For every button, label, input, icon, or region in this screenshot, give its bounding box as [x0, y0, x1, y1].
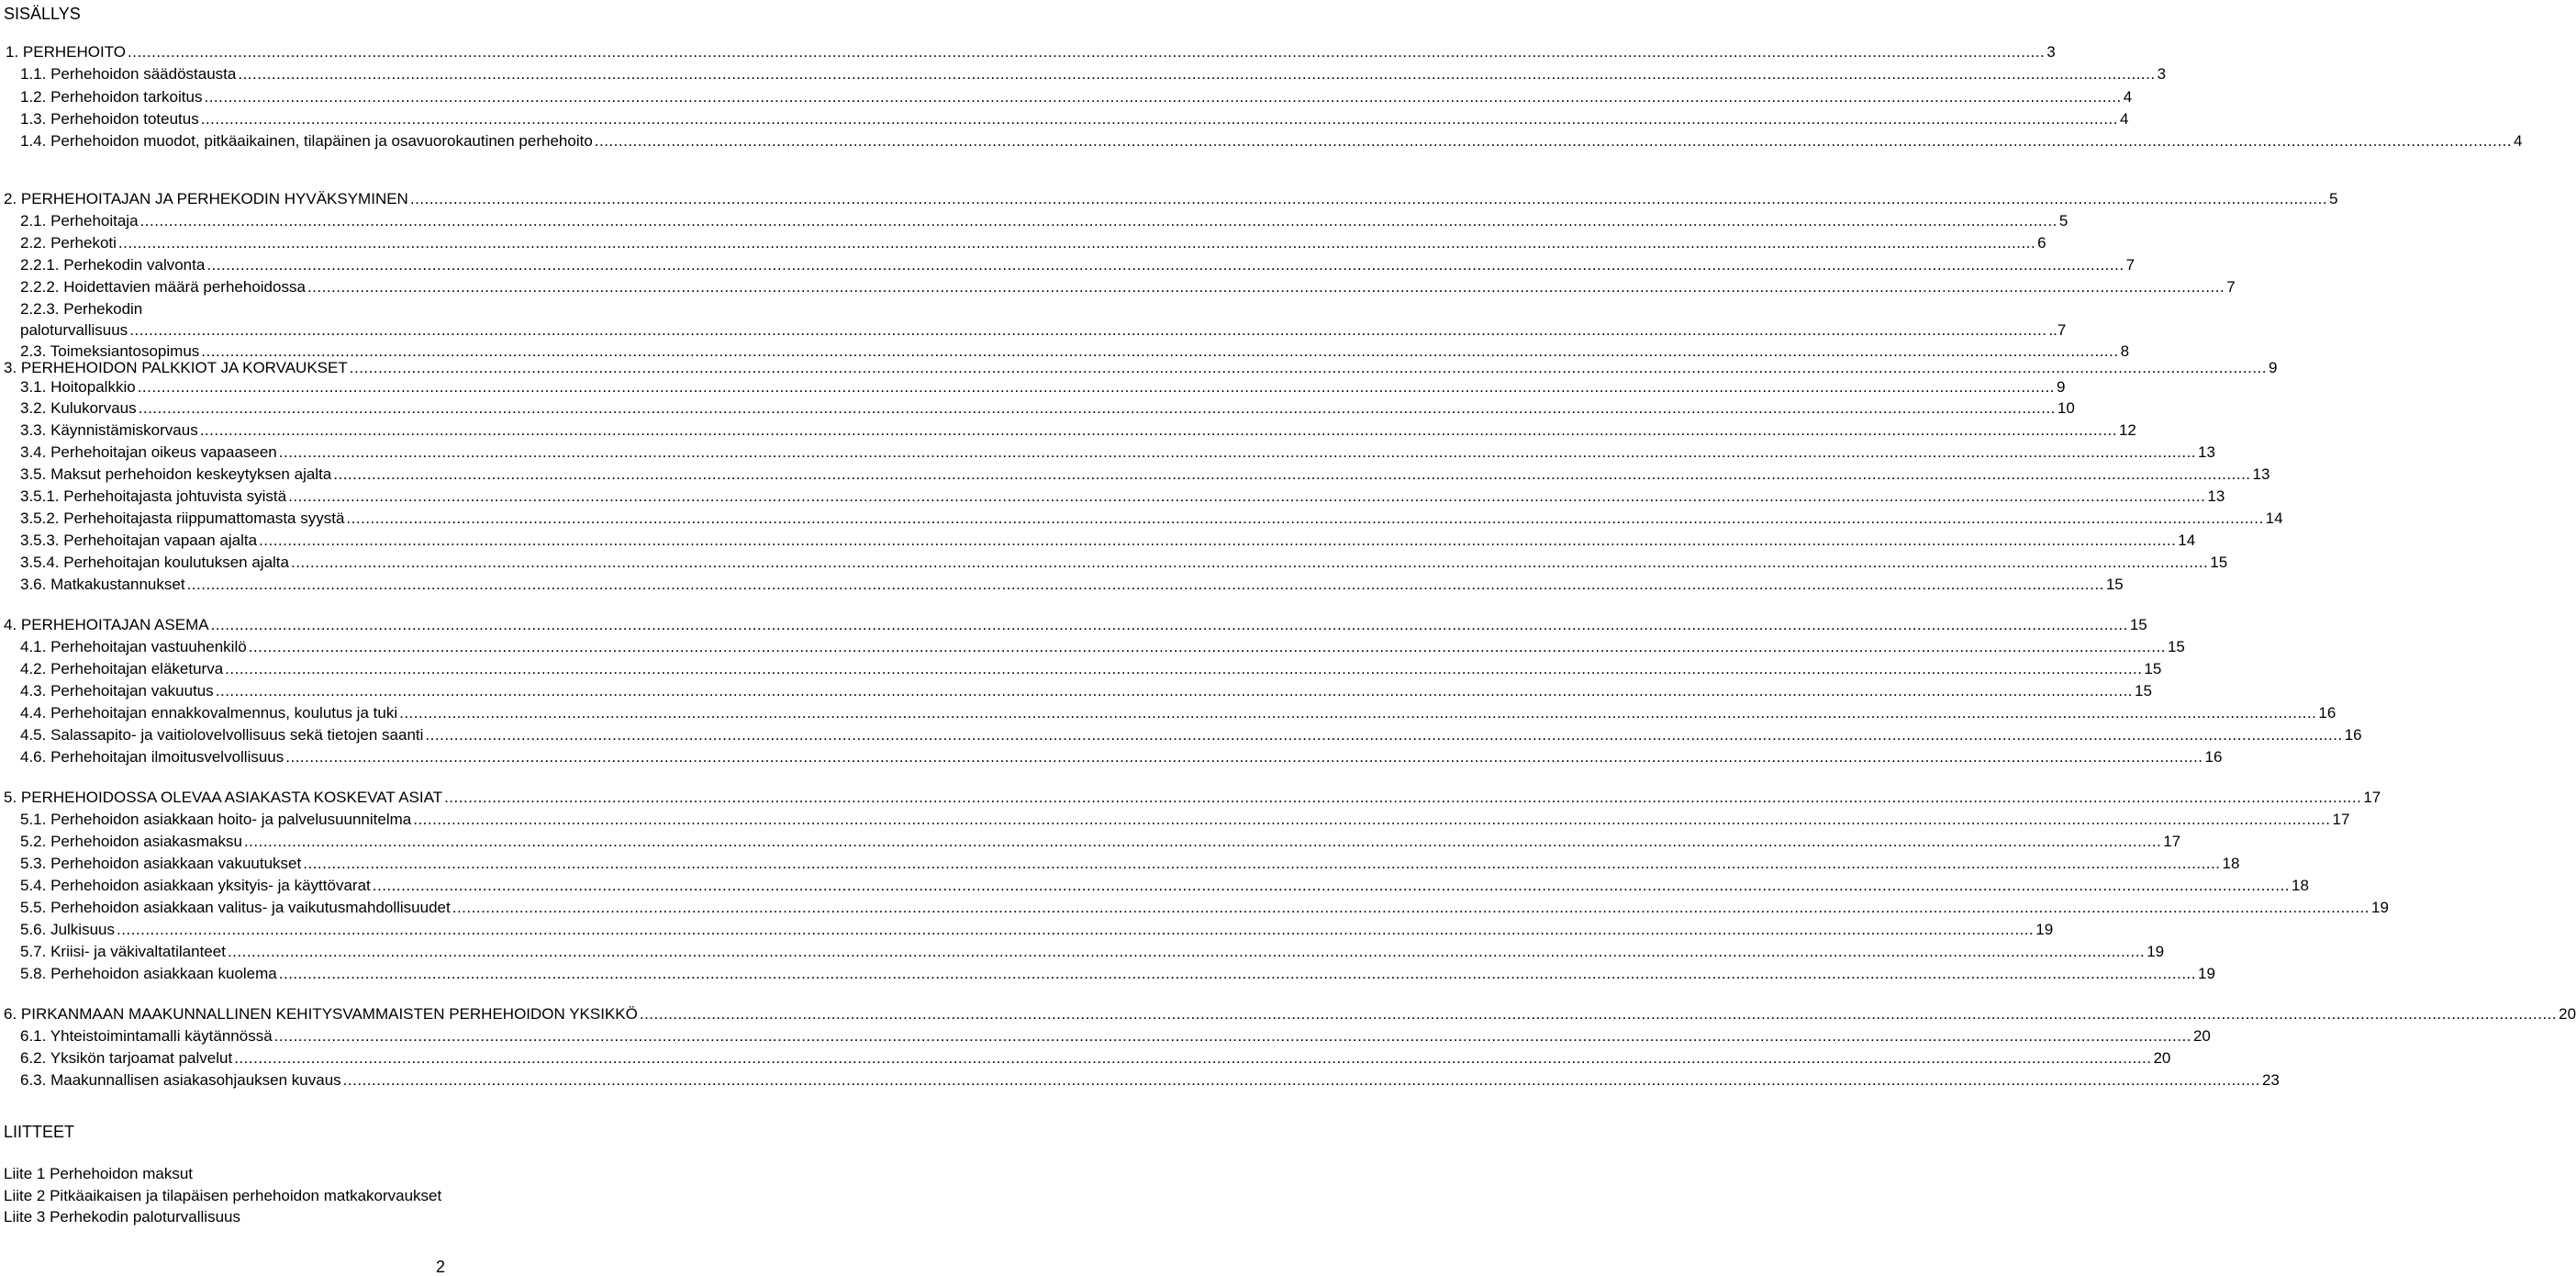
toc-entry[interactable]	[20, 64, 2167, 84]
toc-leader-dots: ................................................................................................................................................................................................................................................................................................................................................................................................................	[333, 465, 2251, 483]
toc-leader-dots: ................................................................................................................................................................................................................................................................................................................................................................................................................	[425, 726, 2343, 744]
page-number	[0, 1258, 881, 1276]
toc-entry[interactable]	[20, 509, 2283, 528]
toc-leader-dots: ................................................................................................................................................................................................................................................................................................................................................................................................................	[186, 576, 2104, 593]
toc-entry-label: 3.2. Kulukorvaus	[20, 399, 137, 417]
toc-entry[interactable]	[20, 637, 2185, 656]
toc-entry-label: 1.2. Perhehoidon tarkoitus	[20, 88, 203, 106]
toc-entry-label: 5.6. Julkisuus	[20, 921, 115, 938]
toc-entry[interactable]	[20, 211, 2069, 230]
toc-entry-page: 15	[2135, 682, 2152, 700]
toc-leader-dots: ................................................................................................................................................................................................................................................................................................................................................................................................................	[278, 965, 2197, 982]
toc-entry[interactable]	[20, 442, 2215, 462]
toc-entry[interactable]	[20, 810, 2350, 829]
toc-entry-page: 15	[2210, 554, 2228, 571]
toc-entry-page: 4	[2119, 110, 2129, 128]
toc-entry[interactable]	[20, 233, 2046, 252]
toc-entry-label: 3.5.4. Perhehoitajan koulutuksen ajalta	[20, 554, 289, 571]
toc-entry[interactable]	[20, 87, 2133, 106]
toc-leader-dots: ................................................................................................................................................................................................................................................................................................................................................................................................................	[201, 342, 2119, 360]
toc-leader-dots: ................................................................................................................................................................................................................................................................................................................................................................................................................	[444, 789, 2362, 806]
toc-entry-page: 13	[2252, 465, 2270, 483]
toc-entry-label: 3.1. Hoitopalkkio	[20, 378, 136, 396]
toc-entry[interactable]	[20, 398, 2075, 418]
toc-entry[interactable]	[20, 299, 142, 319]
toc-leader-dots: ................................................................................................................................................................................................................................................................................................................................................................................................................	[138, 399, 2056, 417]
toc-entry-page: 14	[2265, 509, 2283, 527]
toc-entry[interactable]	[20, 575, 2124, 594]
toc-entry[interactable]	[20, 109, 2129, 129]
toc-entry[interactable]	[20, 277, 2236, 297]
toc-entry-page: 18	[2292, 877, 2309, 894]
toc-leader-dots: ................................................................................................................................................................................................................................................................................................................................................................................................................	[137, 378, 2055, 396]
toc-entry-label: 3.5.2. Perhehoitajasta riippumattomasta syystä	[20, 509, 345, 527]
toc-entry-page: 17	[2363, 789, 2381, 806]
toc-entry-label: 6. PIRKANMAAN MAAKUNNALLINEN KEHITYSVAMMAISTEN PERHEHOIDON YKSIKKÖ	[4, 1005, 638, 1023]
toc-entry[interactable]	[20, 920, 2054, 939]
toc-entry[interactable]	[4, 358, 2278, 377]
toc-leader-dots: ................................................................................................................................................................................................................................................................................................................................................................................................................	[117, 921, 2035, 938]
toc-leader-dots: ................................................................................................................................................................................................................................................................................................................................................................................................................	[639, 1005, 2558, 1023]
appendix-item: Liite 2 Pitkäaikaisen ja tilapäisen perhehoidon matkakorvaukset	[4, 1187, 442, 1204]
toc-leader-dots: ................................................................................................................................................................................................................................................................................................................................................................................................................	[594, 132, 2513, 150]
toc-leader-dots: ................................................................................................................................................................................................................................................................................................................................................................................................................	[346, 509, 2264, 527]
toc-entry-label: 2.1. Perhehoitaja	[20, 212, 139, 229]
toc-entry-label: 4.4. Perhehoitajan ennakkovalmennus, koulutus ja tuki	[20, 704, 398, 722]
toc-entry[interactable]	[20, 898, 2389, 917]
toc-entry-page: 16	[2204, 748, 2223, 766]
toc-entry-page: 12	[2118, 421, 2136, 439]
toc-entry-page: 4	[2123, 88, 2133, 106]
toc-entry-page: 5	[2329, 190, 2338, 207]
toc-leader-dots: ................................................................................................................................................................................................................................................................................................................................................................................................................	[409, 190, 2328, 207]
toc-leader-dots: ................................................................................................................................................................................................................................................................................................................................................................................................................	[413, 811, 2331, 828]
toc-entry-page: 19	[2371, 899, 2389, 916]
toc-entry[interactable]	[4, 615, 2147, 634]
toc-entry-page: 17	[2163, 833, 2181, 850]
toc-entry-label: 1.4. Perhehoidon muodot, pitkäaikainen, tilapäinen ja osavuorokautinen perhehoito	[20, 132, 593, 150]
toc-entry-page: 3	[2157, 65, 2167, 83]
toc-entry-page: 15	[2167, 638, 2185, 655]
toc-entry-page: 19	[2198, 965, 2215, 982]
toc-leader-dots: ................................................................................................................................................................................................................................................................................................................................................................................................................	[199, 421, 2117, 439]
toc-leader-dots: ................................................................................................................................................................................................................................................................................................................................................................................................................	[129, 321, 2047, 339]
toc-leader-dots: ................................................................................................................................................................................................................................................................................................................................................................................................................	[225, 660, 2143, 677]
toc-entry-label: 2.2.2. Hoidettavien määrä perhehoidossa	[20, 278, 306, 296]
toc-leader-dots: ................................................................................................................................................................................................................................................................................................................................................................................................................	[204, 88, 2122, 106]
toc-entry-label: 4.2. Perhehoitajan eläketurva	[20, 660, 224, 677]
toc-entry-page: 20	[2559, 1005, 2576, 1023]
toc-entry[interactable]	[4, 189, 2338, 208]
toc-entry-label: paloturvallisuus	[20, 321, 128, 339]
toc-entry[interactable]	[20, 942, 2165, 961]
toc-entry[interactable]	[20, 854, 2240, 873]
toc-entry-label: 3.5.1. Perhehoitajasta johtuvista syistä	[20, 487, 287, 505]
toc-leader-dots: ................................................................................................................................................................................................................................................................................................................................................................................................................	[452, 899, 2370, 916]
toc-entry[interactable]	[20, 377, 2066, 397]
toc-leader-dots: ................................................................................................................................................................................................................................................................................................................................................................................................................	[307, 278, 2225, 296]
toc-entry-label: 2.3. Toimeksiantosopimus	[20, 342, 200, 360]
toc-entry-label: 4.1. Perhehoitajan vastuuhenkilö	[20, 638, 247, 655]
toc-entry-label: 4. PERHEHOITAJAN ASEMA	[4, 616, 209, 633]
toc-leader-dots: ................................................................................................................................................................................................................................................................................................................................................................................................................	[273, 1027, 2191, 1045]
toc-leader-dots: ................................................................................................................................................................................................................................................................................................................................................................................................................	[117, 234, 2036, 252]
toc-entry[interactable]	[20, 1026, 2211, 1046]
toc-leader-dots: ................................................................................................................................................................................................................................................................................................................................................................................................................	[227, 943, 2146, 960]
toc-entry-label: 4.3. Perhehoitajan vakuutus	[20, 682, 214, 700]
toc-entry-page: 4	[2514, 132, 2523, 150]
toc-leader-dots: ................................................................................................................................................................................................................................................................................................................................................................................................................	[288, 487, 2206, 505]
appendix-item: Liite 3 Perhekodin paloturvallisuus	[4, 1208, 240, 1226]
toc-entry-label: 2.2.3. Perhekodin	[20, 300, 143, 318]
toc-leader-dots: ................................................................................................................................................................................................................................................................................................................................................................................................................	[278, 443, 2197, 461]
toc-entry[interactable]	[20, 659, 2162, 678]
toc-entry[interactable]	[20, 131, 2523, 151]
toc-entry-label: 2. PERHEHOITAJAN JA PERHEKODIN HYVÄKSYMINEN	[4, 190, 408, 207]
toc-entry-page: 19	[2147, 943, 2165, 960]
toc-leader-dots: ................................................................................................................................................................................................................................................................................................................................................................................................................	[243, 833, 2162, 850]
toc-entry-page: 15	[2144, 660, 2162, 677]
toc-entry-label: 6.3. Maakunnallisen asiakasohjauksen kuvaus	[20, 1071, 341, 1089]
toc-entry[interactable]	[20, 832, 2181, 851]
toc-entry-page: 7	[2226, 278, 2236, 296]
toc-entry-page: 9	[2269, 359, 2278, 376]
toc-entry-page: ..7	[2048, 321, 2067, 339]
toc-entry-page: 20	[2192, 1027, 2211, 1045]
toc-entry-page: 7	[2125, 256, 2136, 274]
toc-entry-label: 5.8. Perhehoidon asiakkaan kuolema	[20, 965, 277, 982]
toc-entry-page: 17	[2332, 811, 2350, 828]
toc-entry-label: 1.1. Perhehoidon säädöstausta	[20, 65, 237, 83]
toc-entry[interactable]	[20, 747, 2223, 767]
toc-entry-page: 16	[2318, 704, 2336, 722]
toc-entry[interactable]	[20, 465, 2270, 484]
toc-entry-page: 5	[2058, 212, 2069, 229]
toc-entry-label: 4.6. Perhehoitajan ilmoitusvelvollisuus	[20, 748, 284, 766]
toc-entry-page: 15	[2105, 576, 2124, 593]
toc-leader-dots: ................................................................................................................................................................................................................................................................................................................................................................................................................	[238, 65, 2156, 83]
toc-leader-dots: ................................................................................................................................................................................................................................................................................................................................................................................................................	[290, 554, 2209, 571]
toc-leader-dots: ................................................................................................................................................................................................................................................................................................................................................................................................................	[399, 704, 2317, 722]
toc-entry-label: 5.2. Perhehoidon asiakasmaksu	[20, 833, 242, 850]
toc-entry-page: 14	[2178, 532, 2196, 549]
toc-entry-label: 5.3. Perhehoidon asiakkaan vakuutukset	[20, 855, 302, 872]
toc-leader-dots: ................................................................................................................................................................................................................................................................................................................................................................................................................	[248, 638, 2166, 655]
toc-entry[interactable]	[20, 320, 2067, 340]
toc-entry-label: 3.3. Käynnistämiskorvaus	[20, 421, 198, 439]
toc-leader-dots: ................................................................................................................................................................................................................................................................................................................................................................................................................	[128, 43, 2046, 61]
toc-entry-label: 1.3. Perhehoidon toteutus	[20, 110, 199, 128]
toc-entry[interactable]	[20, 681, 2152, 700]
toc-entry[interactable]	[20, 876, 2309, 895]
toc-entry-label: 1. PERHEHOITO	[6, 43, 126, 61]
toc-leader-dots: ................................................................................................................................................................................................................................................................................................................................................................................................................	[206, 256, 2124, 274]
toc-entry-page: 18	[2222, 855, 2240, 872]
toc-entry-page: 3	[2046, 43, 2056, 61]
toc-leader-dots: ................................................................................................................................................................................................................................................................................................................................................................................................................	[285, 748, 2203, 766]
toc-entry-label: 5.1. Perhehoidon asiakkaan hoito- ja palvelusuunnitelma	[20, 811, 412, 828]
toc-leader-dots: ................................................................................................................................................................................................................................................................................................................................................................................................................	[372, 877, 2291, 894]
toc-leader-dots: ................................................................................................................................................................................................................................................................................................................................................................................................................	[349, 359, 2268, 376]
toc-leader-dots: ................................................................................................................................................................................................................................................................................................................................................................................................................	[234, 1049, 2152, 1067]
toc-entry-page: 15	[2129, 616, 2147, 633]
toc-entry-label: 4.5. Salassapito- ja vaitiolovelvollisuus sekä tietojen saanti	[20, 726, 424, 744]
toc-entry-page: 16	[2344, 726, 2362, 744]
toc-entry[interactable]	[20, 531, 2196, 550]
toc-entry-label: 6.1. Yhteistoimintamalli käytännössä	[20, 1027, 273, 1045]
toc-leader-dots: ................................................................................................................................................................................................................................................................................................................................................................................................................	[139, 212, 2057, 229]
toc-entry-page: 20	[2153, 1049, 2171, 1067]
toc-entry[interactable]	[20, 703, 2336, 722]
toc-entry[interactable]	[6, 42, 2056, 62]
toc-entry-page: 19	[2035, 921, 2054, 938]
toc-entry[interactable]	[20, 255, 2136, 274]
appendix-item: Liite 1 Perhehoidon maksut	[4, 1165, 194, 1182]
toc-entry-label: 6.2. Yksikön tarjoamat palvelut	[20, 1049, 233, 1067]
toc-entry[interactable]	[20, 420, 2136, 440]
toc-entry[interactable]	[20, 487, 2225, 506]
toc-entry-page: 9	[2056, 378, 2066, 396]
toc-entry-page: 23	[2261, 1071, 2280, 1089]
toc-entry-label: 5.5. Perhehoidon asiakkaan valitus- ja vaikutusmahdollisuudet	[20, 899, 451, 916]
page-number-text: 2	[435, 1258, 445, 1276]
toc-leader-dots: ................................................................................................................................................................................................................................................................................................................................................................................................................	[200, 110, 2118, 128]
toc-entry-label: 5.7. Kriisi- ja väkivaltatilanteet	[20, 943, 226, 960]
toc-entry-label: 3.5.3. Perhehoitajan vapaan ajalta	[20, 532, 258, 549]
toc-entry[interactable]	[20, 1048, 2171, 1068]
toc-entry-page: 13	[2198, 443, 2215, 461]
toc-entry-page: 6	[2037, 234, 2046, 252]
toc-entry-label: 5. PERHEHOIDOSSA OLEVAA ASIAKASTA KOSKEVAT ASIAT	[4, 789, 443, 806]
appendices-title: LIITTEET	[4, 1123, 75, 1141]
toc-entry[interactable]	[20, 553, 2228, 572]
toc-entry[interactable]	[20, 725, 2362, 744]
toc-entry[interactable]	[20, 1070, 2280, 1090]
toc-entry-label: 3.6. Matkakustannukset	[20, 576, 185, 593]
toc-entry-page: 8	[2120, 342, 2130, 360]
toc-leader-dots: ................................................................................................................................................................................................................................................................................................................................................................................................................	[259, 532, 2177, 549]
toc-leader-dots: ................................................................................................................................................................................................................................................................................................................................................................................................................	[210, 616, 2128, 633]
toc-leader-dots: ................................................................................................................................................................................................................................................................................................................................................................................................................	[215, 682, 2134, 700]
toc-entry-page: 10	[2057, 399, 2075, 417]
toc-entry-label: 3. PERHEHOIDON PALKKIOT JA KORVAUKSET	[4, 359, 348, 376]
toc-entry-label: 3.4. Perhehoitajan oikeus vapaaseen	[20, 443, 277, 461]
toc-entry[interactable]	[4, 1004, 2576, 1024]
toc-leader-dots: ................................................................................................................................................................................................................................................................................................................................................................................................................	[303, 855, 2221, 872]
toc-entry-label: 3.5. Maksut perhehoidon keskeytyksen ajalta	[20, 465, 332, 483]
page-title: SISÄLLYS	[4, 5, 81, 23]
toc-entry-label: 5.4. Perhehoidon asiakkaan yksityis- ja käyttövarat	[20, 877, 371, 894]
toc-leader-dots: ................................................................................................................................................................................................................................................................................................................................................................................................................	[342, 1071, 2260, 1089]
toc-entry-page: 13	[2207, 487, 2225, 505]
toc-entry-label: 2.2.1. Perhekodin valvonta	[20, 256, 206, 274]
toc-entry[interactable]	[4, 788, 2381, 807]
toc-entry-label: 2.2. Perhekoti	[20, 234, 117, 252]
toc-entry[interactable]	[20, 964, 2215, 983]
